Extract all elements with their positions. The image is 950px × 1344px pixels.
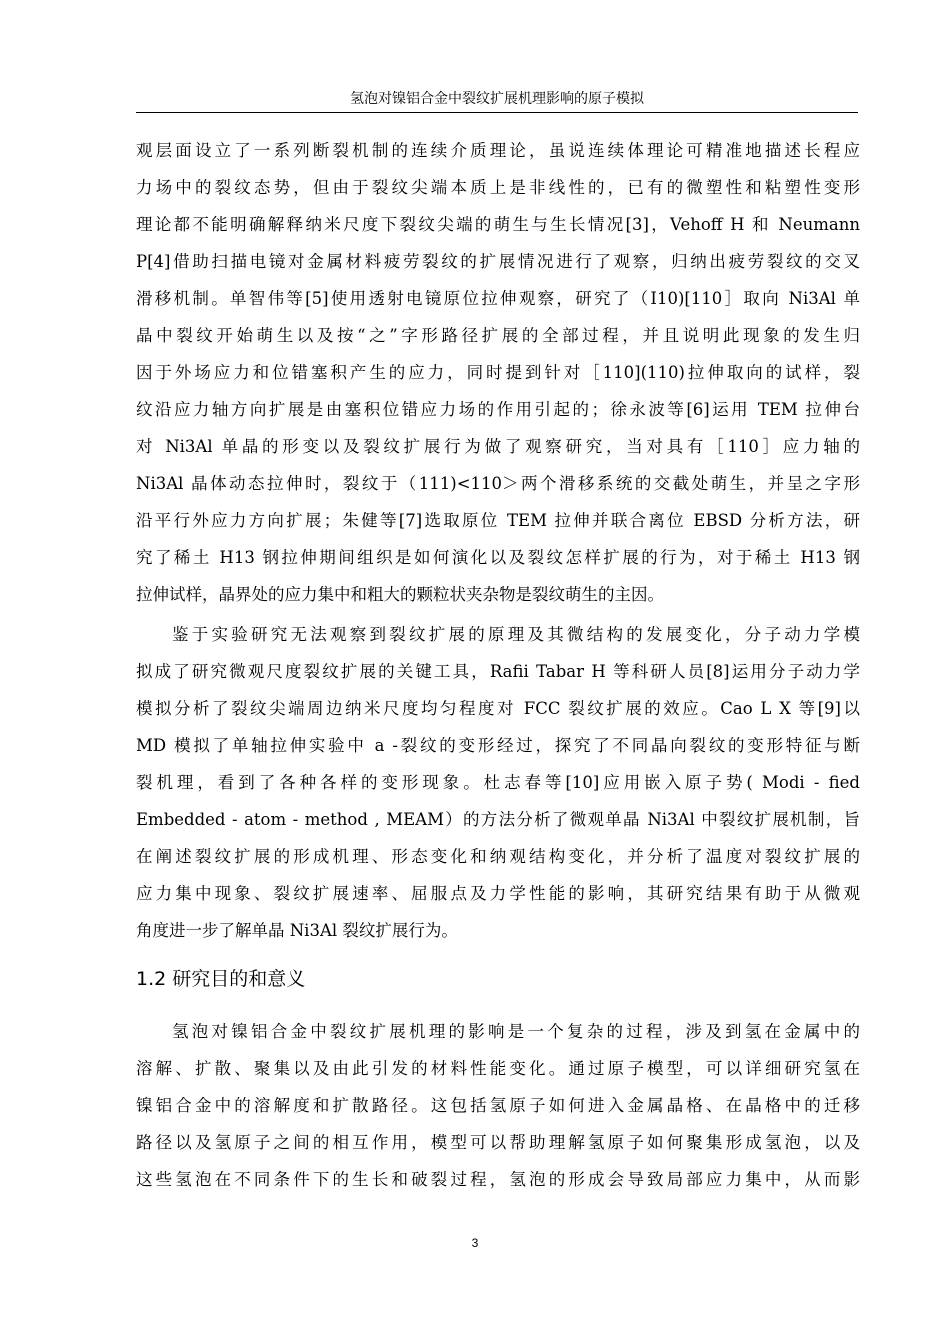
text-line: 镍铝合金中的溶解度和扩散路径。这包括氢原子如何进入金属晶格、在晶格中的迁移 bbox=[136, 1096, 860, 1115]
header-title: 氢泡对镍铝合金中裂纹扩展机理影响的原子模拟 bbox=[350, 91, 644, 107]
text-line: 拟成了研究微观尺度裂纹扩展的关键工具，Rafii Tabar H 等科研人员[8]运用分子动力学 bbox=[136, 662, 860, 681]
text-line: 晶中裂纹开始萌生以及按“之”字形路径扩展的全部过程，并且说明此现象的发生归 bbox=[136, 326, 860, 345]
text-line: 滑移机制。单智伟等[5]使用透射电镜原位拉伸观察，研究了（I10)[110］取向 Ni3Al 单 bbox=[136, 289, 860, 308]
page-number: 3 bbox=[471, 1236, 479, 1250]
text-line: 角度进一步了解单晶 Ni3Al 裂纹扩展行为。 bbox=[136, 921, 458, 940]
text-line: 在阐述裂纹扩展的形成机理、形态变化和纳观结构变化，并分析了温度对裂纹扩展的 bbox=[136, 847, 860, 866]
running-header bbox=[136, 88, 858, 113]
text-line: 应力集中现象、裂纹扩展速率、屈服点及力学性能的影响，其研究结果有助于从微观 bbox=[136, 884, 860, 903]
text-line: 对 Ni3Al 单晶的形变以及裂纹扩展行为做了观察研究，当对具有［110］应力轴的 bbox=[136, 437, 860, 456]
section-heading: 1.2 研究目的和意义 bbox=[136, 968, 306, 990]
text-line: MD 模拟了单轴拉伸实验中 a -裂纹的变形经过，探究了不同晶向裂纹的变形特征与断 bbox=[136, 736, 860, 755]
text-line: Ni3Al 晶体动态拉伸时，裂纹于（111)<110＞两个滑移系统的交截处萌生，并呈之字形 bbox=[136, 474, 860, 493]
text-line: 路径以及氢原子之间的相互作用，模型可以帮助理解氢原子如何聚集形成氢泡，以及 bbox=[136, 1133, 860, 1152]
text-line: 鉴于实验研究无法观察到裂纹扩展的原理及其微结构的发展变化，分子动力学模 bbox=[172, 625, 860, 644]
text-line: 纹沿应力轴方向扩展是由塞积位错应力场的作用引起的；徐永波等[6]运用 TEM 拉伸台 bbox=[136, 400, 860, 419]
paragraph-3 bbox=[136, 1013, 860, 1198]
text-line: 因于外场应力和位错塞积产生的应力，同时提到针对［110](110)拉伸取向的试样，裂 bbox=[136, 363, 860, 382]
text-line: 模拟分析了裂纹尖端周边纳米尺度均匀程度对 FCC 裂纹扩展的效应。Cao L X 等[9]以 bbox=[136, 699, 860, 718]
text-line: 理论都不能明确解释纳米尺度下裂纹尖端的萌生与生长情况[3]，Vehoff H 和 Neumann bbox=[136, 215, 860, 234]
text-line: 氢泡对镍铝合金中裂纹扩展机理的影响是一个复杂的过程，涉及到氢在金属中的 bbox=[172, 1022, 860, 1041]
text-line: 观层面设立了一系列断裂机制的连续介质理论，虽说连续体理论可精准地描述长程应 bbox=[136, 141, 860, 160]
text-line: P[4]借助扫描电镜对金属材料疲劳裂纹的扩展情况进行了观察，归纳出疲劳裂纹的交叉 bbox=[136, 252, 860, 271]
text-line: Embedded - atom - method , MEAM）的方法分析了微观单晶 Ni3Al 中裂纹扩展机制，旨 bbox=[136, 810, 860, 829]
paragraph-2 bbox=[136, 616, 860, 949]
text-line: 究了稀土 H13 钢拉伸期间组织是如何演化以及裂纹怎样扩展的行为，对于稀土 H13 钢 bbox=[136, 548, 860, 567]
text-line: 沿平行外应力方向扩展；朱健等[7]选取原位 TEM 拉伸并联合离位 EBSD 分析方法，研 bbox=[136, 511, 860, 530]
paragraph-1 bbox=[136, 132, 860, 613]
text-line: 拉伸试样，晶界处的应力集中和粗大的颗粒状夹杂物是裂纹萌生的主因。 bbox=[136, 585, 664, 604]
text-line: 溶解、扩散、聚集以及由此引发的材料性能变化。通过原子模型，可以详细研究氢在 bbox=[136, 1059, 860, 1078]
text-line: 力场中的裂纹态势，但由于裂纹尖端本质上是非线性的，已有的微塑性和粘塑性变形 bbox=[136, 178, 860, 197]
text-line: 裂机理，看到了各种各样的变形现象。杜志春等[10]应用嵌入原子势( Modi - fied bbox=[136, 773, 860, 792]
text-line: 这些氢泡在不同条件下的生长和破裂过程，氢泡的形成会导致局部应力集中，从而影 bbox=[136, 1170, 860, 1189]
